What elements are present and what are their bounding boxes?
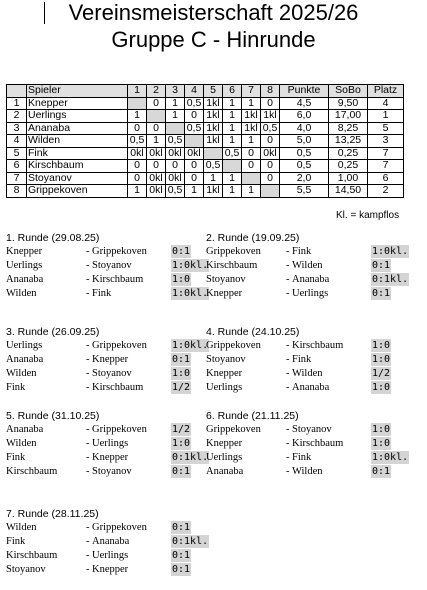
white-player: Stoyanov (6, 564, 46, 575)
separator-dash: - (286, 466, 290, 477)
player-name: Kirschbaum (27, 160, 128, 173)
black-player: Fink (292, 354, 312, 365)
table-cell: 5,5 (280, 185, 329, 198)
white-player: Grippekoven (206, 246, 261, 257)
game-row (6, 353, 191, 367)
game-result: 0:1kl. (172, 452, 209, 463)
table-cell: 17,00 (329, 110, 368, 123)
table-cell: 1 (368, 110, 404, 123)
table-cell: 1 (223, 135, 242, 148)
table-cell: 0 (128, 160, 147, 173)
table-cell: 1kl (204, 110, 223, 123)
black-player: Wilden (292, 466, 323, 477)
black-player: Grippekoven (92, 340, 147, 351)
black-player: Ananaba (92, 536, 130, 547)
table-cell: 14,50 (329, 185, 368, 198)
separator-dash: - (286, 368, 290, 379)
column-header: 2 (147, 85, 166, 98)
game-row (6, 381, 191, 395)
table-cell: 1kl (204, 185, 223, 198)
player-name: Uerlings (27, 110, 128, 123)
game-result: 0:1kl. (372, 274, 409, 285)
game-result: 0:1 (372, 466, 391, 477)
table-cell: 5,0 (280, 135, 329, 148)
game-result: 0:1 (172, 354, 191, 365)
separator-dash: - (86, 564, 90, 575)
table-cell: 8,25 (329, 122, 368, 135)
table-row (7, 147, 404, 160)
table-row (7, 160, 404, 173)
column-header: 1 (128, 85, 147, 98)
table-row (7, 135, 404, 148)
black-player: Fink (92, 288, 112, 299)
table-cell (261, 185, 280, 198)
separator-dash: - (86, 438, 90, 449)
player-name: Wilden (27, 135, 128, 148)
player-name: Fink (27, 147, 128, 160)
table-row (7, 122, 404, 135)
game-result: 1:0kl. (172, 340, 209, 351)
game-row (206, 437, 391, 451)
table-cell: 0,5 (166, 185, 185, 198)
black-player: Fink (292, 246, 312, 257)
table-row (7, 110, 404, 123)
table-cell (223, 160, 242, 173)
table-cell: 1 (242, 135, 261, 148)
black-player: Wilden (292, 368, 323, 379)
table-cell: 1 (223, 122, 242, 135)
column-header: 8 (261, 85, 280, 98)
table-cell: 1 (223, 185, 242, 198)
table-cell: 1 (166, 110, 185, 123)
table-cell: 0,5 (166, 135, 185, 148)
table-cell: 0kl (147, 185, 166, 198)
round-block (6, 410, 209, 479)
table-cell: 4 (368, 97, 404, 110)
table-cell: 0kl (147, 172, 166, 185)
table-cell: 2,0 (280, 172, 329, 185)
round-title: 7. Runde (28.11.25) (6, 508, 99, 520)
column-header: 6 (223, 85, 242, 98)
game-row (6, 437, 191, 451)
table-cell: 1kl (242, 122, 261, 135)
black-player: Uerlings (92, 550, 129, 561)
table-cell (242, 172, 261, 185)
game-result: 1:0 (372, 424, 391, 435)
table-cell: 1 (166, 97, 185, 110)
table-cell: 1kl (261, 110, 280, 123)
white-player: Ananaba (206, 466, 244, 477)
table-cell: 0 (261, 172, 280, 185)
game-result: 1:0kl. (172, 260, 209, 271)
table-cell: 0 (147, 160, 166, 173)
game-result: 0:1 (172, 466, 191, 477)
separator-dash: - (286, 274, 290, 285)
round-block (6, 232, 209, 301)
separator-dash: - (86, 550, 90, 561)
table-cell: 5 (368, 122, 404, 135)
game-result: 0:1kl. (172, 536, 209, 547)
table-cell: 0,5 (280, 160, 329, 173)
white-player: Fink (6, 382, 26, 393)
table-cell: 2 (368, 185, 404, 198)
table-cell: 0,5 (280, 147, 329, 160)
black-player: Ananaba (292, 274, 330, 285)
white-player: Uerlings (6, 260, 43, 271)
separator-dash: - (86, 246, 90, 257)
black-player: Stoyanov (92, 466, 132, 477)
table-cell: 1,00 (329, 172, 368, 185)
table-cell: 0,5 (223, 147, 242, 160)
white-player: Ananaba (6, 424, 44, 435)
white-player: Kirschbaum (206, 260, 258, 271)
separator-dash: - (286, 260, 290, 271)
white-player: Fink (6, 452, 26, 463)
game-row (6, 367, 191, 381)
table-cell: 0 (261, 97, 280, 110)
black-player: Wilden (292, 260, 323, 271)
black-player: Kirschbaum (92, 274, 144, 285)
game-row (6, 339, 209, 353)
game-row (6, 521, 191, 535)
round-block (6, 326, 209, 395)
round-block (206, 232, 409, 301)
column-header: 3 (166, 85, 185, 98)
table-cell: 9,50 (329, 97, 368, 110)
player-name: Stoyanov (27, 172, 128, 185)
table-row (7, 172, 404, 185)
table-header-row (7, 85, 404, 98)
game-result: 1:0kl. (172, 288, 209, 299)
black-player: Knepper (92, 564, 129, 575)
white-player: Kirschbaum (6, 466, 58, 477)
table-cell: 4,5 (280, 97, 329, 110)
game-row (6, 259, 209, 273)
game-result: 1:0 (372, 438, 391, 449)
game-row (6, 465, 191, 479)
white-player: Knepper (6, 246, 43, 257)
round-block (6, 508, 209, 577)
page-title: Vereinsmeisterschaft 2025/26 (68, 0, 359, 25)
table-cell: 0,25 (329, 160, 368, 173)
table-cell: 1 (223, 110, 242, 123)
black-player: Grippekoven (92, 246, 147, 257)
separator-dash: - (86, 354, 90, 365)
table-cell: 7 (7, 172, 27, 185)
table-cell: 7 (368, 147, 404, 160)
separator-dash: - (86, 382, 90, 393)
table-cell: 1 (242, 185, 261, 198)
table-row (7, 185, 404, 198)
white-player: Knepper (206, 438, 243, 449)
separator-dash: - (286, 288, 290, 299)
round-block (206, 410, 409, 479)
game-result: 0:1 (172, 550, 191, 561)
white-player: Stoyanov (206, 274, 246, 285)
game-row (6, 563, 191, 577)
white-player: Ananaba (6, 274, 44, 285)
white-player: Knepper (206, 368, 243, 379)
table-cell: 1kl (242, 110, 261, 123)
black-player: Uerlings (292, 288, 329, 299)
white-player: Wilden (6, 522, 37, 533)
game-row (6, 423, 191, 437)
column-header: SoBo (329, 85, 368, 98)
table-cell: 0 (242, 160, 261, 173)
black-player: Kirschbaum (292, 340, 344, 351)
separator-dash: - (86, 340, 90, 351)
table-cell: 0 (185, 110, 204, 123)
table-cell: 1 (242, 97, 261, 110)
game-result: 1/2 (372, 368, 391, 379)
game-row (6, 273, 191, 287)
game-row (206, 245, 409, 259)
black-player: Uerlings (92, 438, 129, 449)
table-cell (128, 97, 147, 110)
table-cell: 3 (368, 135, 404, 148)
round-title: 5. Runde (31.10.25) (6, 410, 100, 422)
table-cell: 4 (7, 135, 27, 148)
game-result: 0:1 (172, 522, 191, 533)
column-header: 5 (204, 85, 223, 98)
table-cell: 6 (368, 172, 404, 185)
column-header: 4 (185, 85, 204, 98)
white-player: Grippekoven (206, 424, 261, 435)
column-header (7, 85, 27, 98)
game-row (206, 339, 391, 353)
table-cell (166, 122, 185, 135)
black-player: Stoyanov (292, 424, 332, 435)
black-player: Grippekoven (92, 522, 147, 533)
separator-dash: - (86, 522, 90, 533)
game-result: 0:1 (172, 564, 191, 575)
table-cell: 0,5 (128, 135, 147, 148)
game-result: 0:1 (372, 288, 391, 299)
table-cell: 5 (7, 147, 27, 160)
game-row (206, 465, 391, 479)
table-cell: 0kl (261, 147, 280, 160)
player-name: Knepper (27, 97, 128, 110)
game-row (206, 423, 391, 437)
table-cell: 6,0 (280, 110, 329, 123)
game-row (6, 549, 191, 563)
white-player: Fink (6, 536, 26, 547)
game-row (6, 535, 209, 549)
game-row (206, 381, 391, 395)
separator-dash: - (86, 260, 90, 271)
game-result: 1/2 (172, 424, 191, 435)
column-header: Spieler (27, 85, 128, 98)
table-cell: 1kl (204, 122, 223, 135)
round-title: 3. Runde (26.09.25) (6, 326, 100, 338)
table-cell: 0 (147, 122, 166, 135)
game-result: 1:0 (372, 382, 391, 393)
white-player: Wilden (6, 288, 37, 299)
white-player: Uerlings (206, 452, 243, 463)
table-cell: 0 (128, 172, 147, 185)
separator-dash: - (86, 368, 90, 379)
separator-dash: - (286, 354, 290, 365)
table-cell: 0 (261, 160, 280, 173)
table-cell: 7 (368, 160, 404, 173)
table-cell: 0 (185, 172, 204, 185)
game-row (206, 273, 409, 287)
table-cell: 1 (204, 172, 223, 185)
table-cell: 0kl (128, 147, 147, 160)
table-cell: 1 (7, 97, 27, 110)
table-cell: 0kl (166, 172, 185, 185)
table-cell: 13,25 (329, 135, 368, 148)
table-cell: 0 (242, 147, 261, 160)
white-player: Kirschbaum (6, 550, 58, 561)
table-cell: 1kl (204, 97, 223, 110)
game-row (206, 259, 391, 273)
table-cell: 2 (7, 110, 27, 123)
white-player: Stoyanov (206, 354, 246, 365)
separator-dash: - (86, 424, 90, 435)
table-cell: 0 (147, 97, 166, 110)
table-cell (185, 135, 204, 148)
game-row (206, 353, 391, 367)
game-result: 0:1 (172, 246, 191, 257)
separator-dash: - (286, 452, 290, 463)
table-row (7, 97, 404, 110)
table-cell: 0 (166, 160, 185, 173)
round-title: 6. Runde (21.11.25) (206, 410, 299, 422)
black-player: Stoyanov (92, 368, 132, 379)
separator-dash: - (86, 288, 90, 299)
player-name: Grippekoven (27, 185, 128, 198)
table-cell: 0kl (166, 147, 185, 160)
game-result: 1:0 (372, 340, 391, 351)
game-result: 1:0 (172, 368, 191, 379)
table-cell: 8 (7, 185, 27, 198)
table-cell (204, 147, 223, 160)
black-player: Grippekoven (92, 424, 147, 435)
white-player: Grippekoven (206, 340, 261, 351)
black-player: Ananaba (292, 382, 330, 393)
footnote: Kl. = kampflos (336, 210, 400, 221)
table-cell: 0,5 (185, 122, 204, 135)
game-row (6, 287, 209, 301)
white-player: Ananaba (6, 354, 44, 365)
game-result: 1:0kl. (372, 452, 409, 463)
game-row (206, 287, 391, 301)
round-title: 2. Runde (19.09.25) (206, 232, 300, 244)
table-cell: 1 (223, 97, 242, 110)
column-header: Punkte (280, 85, 329, 98)
separator-dash: - (86, 274, 90, 285)
separator-dash: - (286, 424, 290, 435)
player-name: Ananaba (27, 122, 128, 135)
game-result: 1:0 (372, 354, 391, 365)
table-cell: 0kl (185, 147, 204, 160)
table-cell (147, 110, 166, 123)
game-result: 1:0 (172, 274, 191, 285)
table-cell: 3 (7, 122, 27, 135)
column-header: 7 (242, 85, 261, 98)
standings-table (6, 84, 404, 198)
table-cell: 0,5 (204, 160, 223, 173)
separator-dash: - (286, 340, 290, 351)
game-row (6, 245, 191, 259)
table-cell: 0,5 (261, 122, 280, 135)
black-player: Fink (292, 452, 312, 463)
table-cell: 0,25 (329, 147, 368, 160)
round-block (206, 326, 391, 395)
table-cell: 6 (7, 160, 27, 173)
game-result: 0:1 (372, 260, 391, 271)
table-cell: 1 (185, 185, 204, 198)
black-player: Knepper (92, 354, 129, 365)
separator-dash: - (86, 536, 90, 547)
white-player: Uerlings (6, 340, 43, 351)
white-player: Wilden (6, 368, 37, 379)
game-row (6, 451, 209, 465)
separator-dash: - (286, 382, 290, 393)
game-row (206, 367, 391, 381)
table-cell: 4,0 (280, 122, 329, 135)
white-player: Wilden (6, 438, 37, 449)
separator-dash: - (86, 466, 90, 477)
separator-dash: - (286, 438, 290, 449)
table-cell: 1 (147, 135, 166, 148)
table-cell: 0 (261, 135, 280, 148)
game-result: 1:0kl. (372, 246, 409, 257)
column-header: Platz (368, 85, 404, 98)
black-player: Kirschbaum (292, 438, 344, 449)
page-subtitle: Gruppe C - Hinrunde (111, 27, 316, 52)
game-result: 1:0 (172, 438, 191, 449)
game-row (206, 451, 409, 465)
round-title: 1. Runde (29.08.25) (6, 232, 100, 244)
game-result: 1/2 (172, 382, 191, 393)
table-cell: 0 (128, 122, 147, 135)
table-cell: 1 (128, 185, 147, 198)
white-player: Knepper (206, 288, 243, 299)
white-player: Uerlings (206, 382, 243, 393)
table-cell: 0,5 (185, 97, 204, 110)
table-cell: 0kl (147, 147, 166, 160)
black-player: Stoyanov (92, 260, 132, 271)
round-title: 4. Runde (24.10.25) (206, 326, 300, 338)
separator-dash: - (286, 246, 290, 257)
table-cell: 1 (128, 110, 147, 123)
black-player: Kirschbaum (92, 382, 144, 393)
text-cursor (44, 2, 45, 24)
table-cell: 0 (185, 160, 204, 173)
table-cell: 1kl (204, 135, 223, 148)
table-cell: 1 (223, 172, 242, 185)
black-player: Knepper (92, 452, 129, 463)
separator-dash: - (86, 452, 90, 463)
